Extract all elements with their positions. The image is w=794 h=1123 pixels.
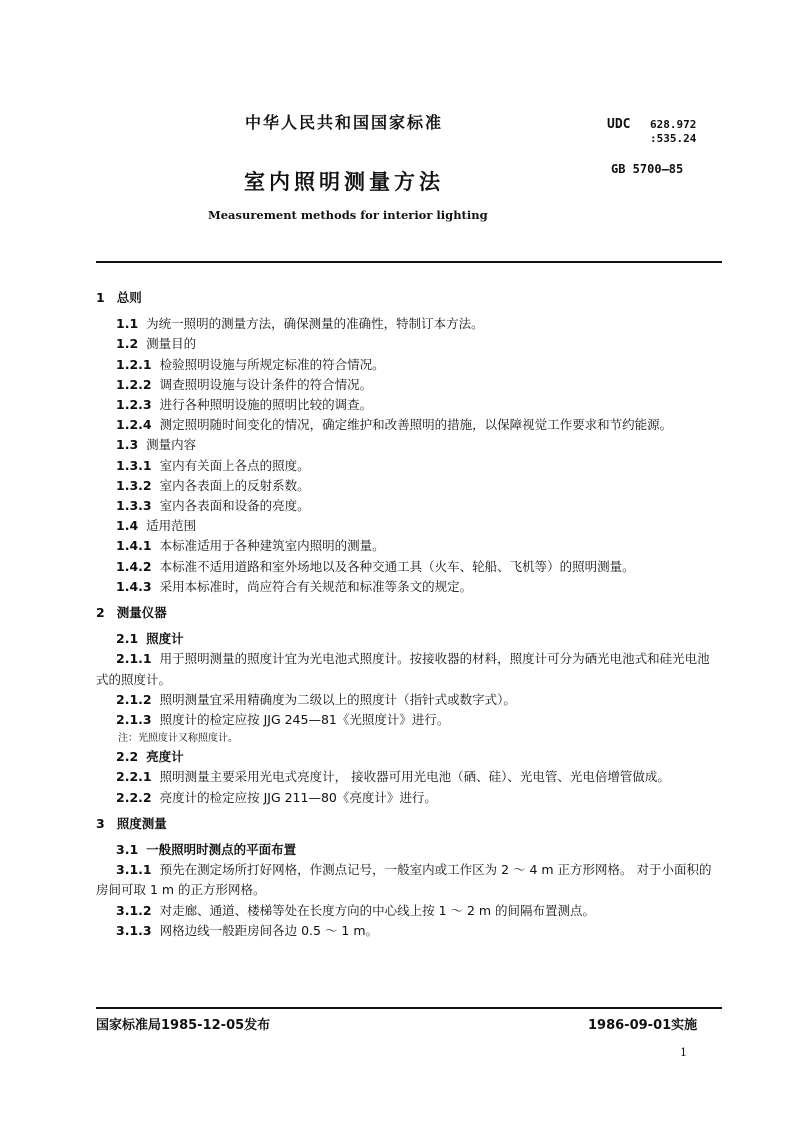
issued-date: 国家标准局1985-12-05发布 bbox=[96, 1018, 271, 1033]
clause-text: 网格边线一般距房间各边 0.5 ～ 1 m。 bbox=[159, 922, 378, 938]
clause-1-2-2 bbox=[96, 375, 722, 395]
page-number: 1 bbox=[680, 1046, 687, 1059]
clause-text: 预先在测定场所打好网格，作测点记号，一般室内或工作区为 2 ～ 4 m 正方形网格。 对于小面积的房间可取 1 m 的正方形网格。 bbox=[96, 862, 712, 898]
clause-number: 2.1.3 bbox=[116, 712, 152, 728]
section-3-heading bbox=[96, 814, 722, 834]
clause-text: 亮度计 bbox=[146, 749, 184, 765]
clause-text: 检验照明设施与所规定标准的符合情况。 bbox=[159, 356, 385, 372]
section-title: 测量仪器 bbox=[116, 605, 167, 621]
document-title-en: Measurement methods for interior lighting bbox=[208, 208, 488, 222]
udc-code-line2: :535.24 bbox=[650, 132, 697, 145]
clause-1-2-4 bbox=[96, 415, 722, 435]
clause-1-3-2 bbox=[96, 476, 722, 496]
clause-2-1-1 bbox=[96, 649, 722, 689]
section-number: 1 bbox=[96, 290, 105, 305]
clause-number: 2.1.1 bbox=[116, 651, 152, 667]
clause-number: 1.4.2 bbox=[116, 558, 152, 574]
clause-text: 测量内容 bbox=[146, 437, 197, 453]
section-2-heading bbox=[96, 603, 722, 623]
clause-3-1-1 bbox=[96, 860, 722, 900]
national-standard-heading: 中华人民共和国国家标准 bbox=[245, 113, 444, 132]
clause-number: 3.1 bbox=[116, 842, 139, 858]
clause-text: 室内有关面上各点的照度。 bbox=[159, 457, 310, 473]
clause-number: 1.3.2 bbox=[116, 477, 152, 493]
clause-number: 1.2.3 bbox=[116, 397, 152, 413]
note: 注：光照度计又称照度计。 bbox=[118, 733, 238, 745]
clause-number: 1.2.4 bbox=[116, 417, 152, 433]
document-title-cn: 室内照明测量方法 bbox=[244, 170, 444, 194]
clause-number: 3.1.3 bbox=[116, 922, 152, 938]
section-number: 2 bbox=[96, 605, 105, 621]
clause-text: 用于照明测量的照度计宜为光电池式照度计。按接收器的材料，照度计可分为硒光电池式和硅光电池式的照度计。 bbox=[96, 651, 710, 687]
clause-number: 3.1.1 bbox=[116, 862, 152, 878]
clause-2-2 bbox=[96, 747, 722, 767]
gb-number: GB 5700—85 bbox=[611, 162, 684, 176]
clause-text: 进行各种照明设施的照明比较的调查。 bbox=[159, 397, 373, 413]
clause-text: 亮度计的检定应按 JJG 211—80《亮度计》进行。 bbox=[159, 789, 437, 805]
clause-text: 测量目的 bbox=[146, 336, 197, 352]
udc-label: UDC bbox=[607, 117, 631, 132]
clause-number: 1.4.1 bbox=[116, 538, 152, 554]
clause-3-1-2 bbox=[96, 901, 722, 921]
udc-code-line1: 628.972 bbox=[650, 118, 697, 131]
document-body bbox=[96, 282, 722, 941]
clause-number: 1.4.3 bbox=[116, 578, 152, 594]
clause-2-1-3 bbox=[96, 710, 722, 730]
clause-number: 1.2 bbox=[116, 336, 139, 352]
section-title: 总则 bbox=[116, 290, 142, 305]
clause-1-2-3 bbox=[96, 395, 722, 415]
clause-2-1 bbox=[96, 629, 722, 649]
clause-text: 对走廊、通道、楼梯等处在长度方向的中心线上按 1 ～ 2 m 的间隔布置测点。 bbox=[159, 902, 596, 918]
clause-text: 调查照明设施与设计条件的符合情况。 bbox=[159, 376, 373, 392]
header-divider bbox=[96, 261, 722, 263]
section-number: 3 bbox=[96, 815, 105, 831]
clause-text: 采用本标准时，尚应符合有关规范和标准等条文的规定。 bbox=[159, 578, 473, 594]
effective-date: 1986-09-01实施 bbox=[588, 1018, 698, 1033]
clause-1-2-1 bbox=[96, 355, 722, 375]
clause-number: 2.2.1 bbox=[116, 769, 152, 785]
clause-number: 2.2 bbox=[116, 749, 139, 765]
section-title: 照度测量 bbox=[116, 815, 167, 831]
clause-text: 照度计 bbox=[146, 631, 184, 647]
clause-number: 1.3 bbox=[116, 437, 139, 453]
clause-number: 1.1 bbox=[116, 316, 139, 332]
clause-number: 1.2.2 bbox=[116, 376, 152, 392]
clause-1-3-1 bbox=[96, 456, 722, 476]
clause-1-4-1 bbox=[96, 536, 722, 556]
clause-3-1 bbox=[96, 840, 722, 860]
clause-1-4 bbox=[96, 516, 722, 536]
clause-text: 本标准不适用道路和室外场地以及各种交通工具（火车、轮船、飞机等）的照明测量。 bbox=[159, 558, 635, 574]
clause-number: 1.3.1 bbox=[116, 457, 152, 473]
clause-text: 为统一照明的测量方法，确保测量的准确性，特制订本方法。 bbox=[146, 316, 484, 332]
clause-number: 1.3.3 bbox=[116, 498, 152, 514]
clause-1-3-3 bbox=[96, 496, 722, 516]
clause-text: 本标准适用于各种建筑室内照明的测量。 bbox=[159, 538, 385, 554]
clause-text: 照明测量宜采用精确度为二级以上的照度计（指针式或数字式）。 bbox=[159, 691, 516, 707]
clause-3-1-3 bbox=[96, 921, 722, 941]
clause-2-2-1 bbox=[96, 767, 722, 787]
clause-2-2-2 bbox=[96, 788, 722, 808]
clause-number: 3.1.2 bbox=[116, 902, 152, 918]
clause-1-4-2 bbox=[96, 557, 722, 577]
clause-1-2 bbox=[96, 334, 722, 354]
clause-1-3 bbox=[96, 435, 722, 455]
clause-2-1-2 bbox=[96, 690, 722, 710]
section-1-heading bbox=[96, 288, 722, 308]
clause-number: 2.1 bbox=[116, 631, 139, 647]
clause-text: 照度计的检定应按 JJG 245—81《光照度计》进行。 bbox=[159, 712, 450, 728]
clause-text: 一般照明时测点的平面布置 bbox=[146, 842, 297, 858]
clause-text: 室内各表面和设备的亮度。 bbox=[159, 498, 310, 514]
footer-divider bbox=[96, 1007, 722, 1009]
clause-number: 1.2.1 bbox=[116, 356, 152, 372]
clause-text: 适用范围 bbox=[146, 518, 197, 534]
clause-1-4-3 bbox=[96, 577, 722, 597]
clause-text: 测定照明随时间变化的情况，确定维护和改善照明的措施，以保障视觉工作要求和节约能源。 bbox=[159, 417, 673, 433]
clause-text: 室内各表面上的反射系数。 bbox=[159, 477, 310, 493]
clause-number: 2.1.2 bbox=[116, 691, 152, 707]
clause-number: 2.2.2 bbox=[116, 789, 152, 805]
clause-1-1 bbox=[96, 314, 722, 334]
clause-text: 照明测量主要采用光电式亮度计， 接收器可用光电池（硒、硅）、光电管、光电倍增管做成。 bbox=[159, 769, 670, 785]
clause-number: 1.4 bbox=[116, 518, 139, 534]
